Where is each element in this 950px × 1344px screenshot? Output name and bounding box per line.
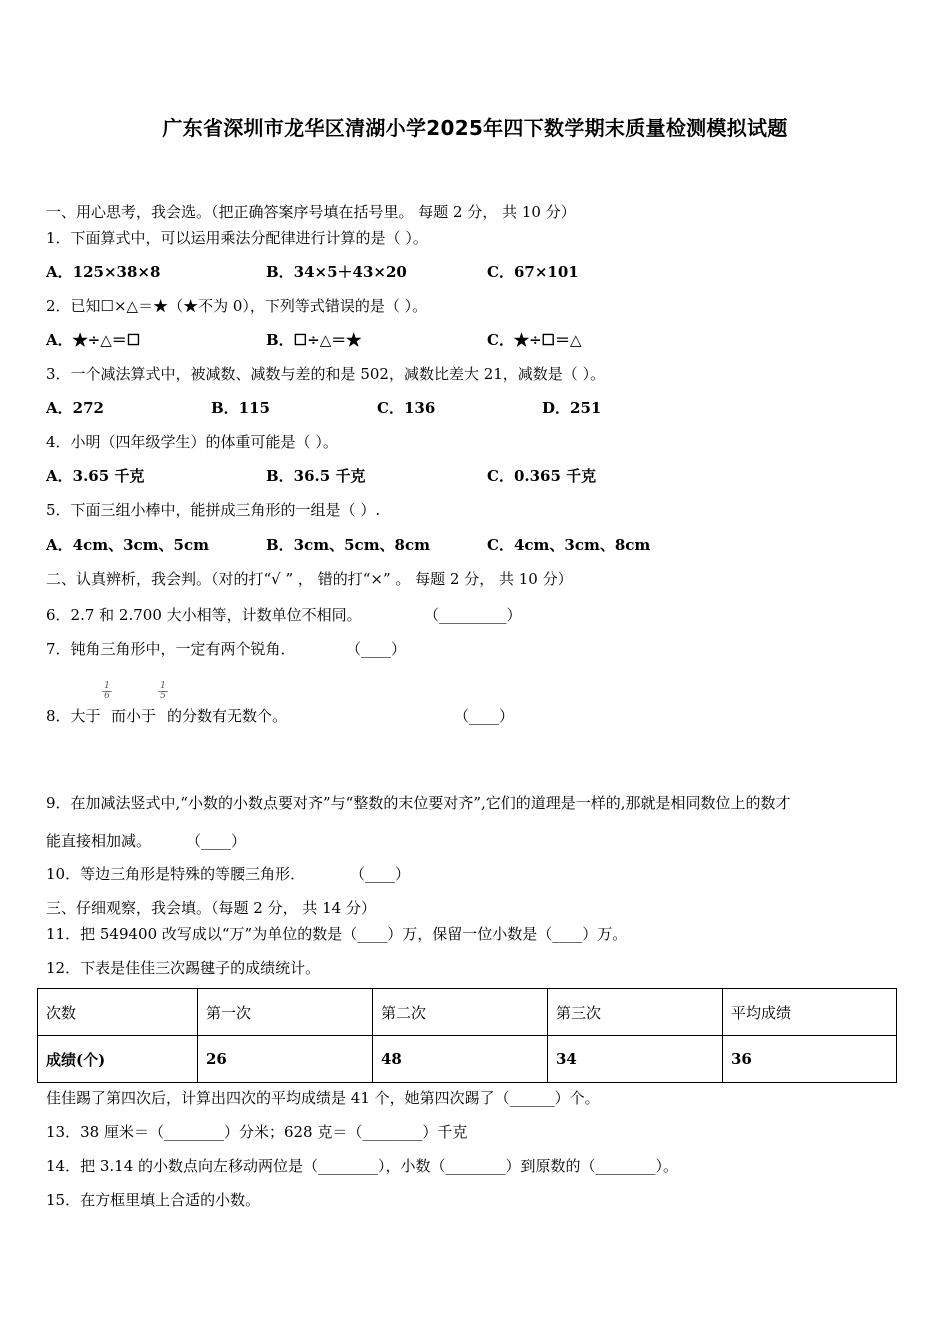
q4-option-c: C．0.365 千克: [487, 467, 597, 485]
table-header-cell: 平均成绩: [723, 989, 897, 1036]
q6-answer-blank[interactable]: （_________）: [424, 606, 522, 624]
q5-option-a: A．4cm、3cm、5cm: [46, 536, 209, 554]
question-8-middle: 而小于: [111, 707, 157, 725]
question-5: 5．下面三组小棒中，能拼成三角形的一组是（ ）.: [46, 501, 381, 519]
table-cell: 36: [723, 1036, 897, 1083]
page-title: 广东省深圳市龙华区清湖小学2025年四下数学期末质量检测模拟试题: [162, 116, 788, 140]
q3-option-b: B．115: [211, 399, 270, 417]
question-4: 4．小明（四年级学生）的体重可能是（ ）。: [46, 433, 338, 451]
q8-frac1-numerator: 1: [104, 681, 110, 691]
q1-option-a: A．125×38×8: [46, 263, 161, 281]
question-13: 13．38 厘米＝（________）分米；628 克＝（________）千克: [46, 1123, 468, 1141]
q3-option-c: C．136: [377, 399, 436, 417]
question-8-prefix: 8．大于: [46, 707, 101, 725]
q2-option-b: B．☐÷△＝★: [266, 331, 362, 349]
question-15: 15．在方框里填上合适的小数。: [46, 1191, 261, 1209]
q5-option-c: C．4cm、3cm、8cm: [487, 536, 651, 554]
table-cell: 48: [373, 1036, 548, 1083]
table-header-row: [38, 989, 897, 1036]
question-14: 14．把 3.14 的小数点向左移动两位是（________），小数（________）到原数的（________）。: [46, 1157, 679, 1175]
q10-answer-blank[interactable]: （____）: [350, 865, 411, 883]
section-1-heading: 一、用心思考，我会选。（把正确答案序号填在括号里。 每题 2 分， 共 10 分）: [46, 203, 576, 221]
q4-option-b: B．36.5 千克: [266, 467, 366, 485]
table-cell: 34: [548, 1036, 723, 1083]
question-12-followup: 佳佳踢了第四次后，计算出四次的平均成绩是 41 个，她第四次踢了（______）个。: [46, 1089, 600, 1107]
q3-option-a: A．272: [46, 399, 104, 417]
q2-option-a: A．★÷△＝☐: [46, 331, 141, 349]
table-header-cell: 第二次: [373, 989, 548, 1036]
q8-fraction-one-fifth: [158, 682, 168, 701]
table-cell: 26: [198, 1036, 373, 1083]
question-10: 10．等边三角形是特殊的等腰三角形．: [46, 865, 306, 883]
q3-option-d: D．251: [542, 399, 602, 417]
q8-frac2-numerator: 1: [160, 681, 166, 691]
q7-answer-blank[interactable]: （____）: [346, 640, 407, 658]
section-3-heading: 三、仔细观察，我会填。（每题 2 分， 共 14 分）: [46, 899, 376, 917]
q1-option-c: C．67×101: [487, 263, 579, 281]
q9-answer-blank[interactable]: （____）: [186, 832, 247, 850]
question-6: 6．2.7 和 2.700 大小相等，计数单位不相同。: [46, 606, 362, 624]
q5-option-b: B．3cm、5cm、8cm: [266, 536, 431, 554]
question-9-line-1: 9．在加减法竖式中,“小数的小数点要对齐”与“整数的末位要对齐”,它们的道理是一样的,那就是相同数位上的数才: [46, 794, 791, 812]
question-7: 7．钝角三角形中，一定有两个锐角．: [46, 640, 296, 658]
question-3: 3．一个减法算式中，被减数、减数与差的和是 502，减数比差大 21，减数是（ ）。: [46, 365, 606, 383]
q4-option-a: A．3.65 千克: [46, 467, 145, 485]
table-cell: 成绩(个): [38, 1036, 198, 1083]
q1-option-b: B．34×5＋43×20: [266, 263, 407, 281]
q8-answer-blank[interactable]: （____）: [454, 707, 515, 725]
question-12: 12．下表是佳佳三次踢毽子的成绩统计。: [46, 959, 321, 977]
question-2: 2．已知☐×△＝★（★不为 0），下列等式错误的是（ ）。: [46, 297, 428, 315]
score-table: [37, 988, 897, 1083]
table-header-cell: 第一次: [198, 989, 373, 1036]
table-header-cell: 第三次: [548, 989, 723, 1036]
q8-fraction-one-sixth: [102, 682, 112, 701]
table-header-cell: 次数: [38, 989, 198, 1036]
q8-frac1-denominator: 6: [102, 691, 112, 701]
question-1: 1．下面算式中，可以运用乘法分配律进行计算的是（ ）。: [46, 229, 428, 247]
question-11: 11．把 549400 改写成以“万”为单位的数是（____）万，保留一位小数是（____）万。: [46, 925, 628, 943]
q8-frac2-denominator: 5: [158, 691, 168, 701]
question-8-suffix: 的分数有无数个。: [167, 707, 288, 725]
table-row: [38, 1036, 897, 1083]
section-2-heading: 二、认真辨析，我会判。（对的打“√ ” ， 错的打“×” 。 每题 2 分， 共 10 分）: [46, 570, 573, 588]
q2-option-c: C．★÷☐＝△: [487, 331, 582, 349]
question-9-line-2: 能直接相加减。: [46, 832, 152, 850]
